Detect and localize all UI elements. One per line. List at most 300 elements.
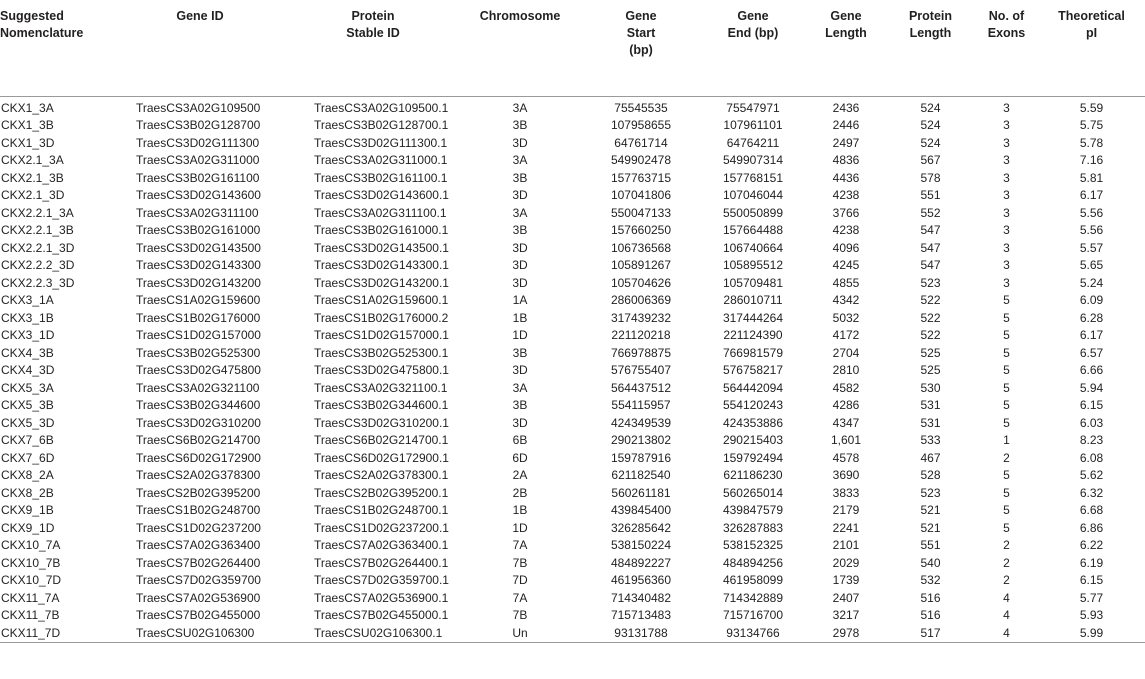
table-row [0, 117, 1145, 135]
cell-chromosome: 3D [512, 240, 528, 255]
cell-exons: 5 [1003, 468, 1010, 482]
cell-protein-id: TraesCS7A02G536900.1 [314, 590, 449, 605]
cell-nomenclature: CKX2.1_3B [1, 170, 64, 185]
cell-protein-length: 547 [920, 240, 941, 255]
cell-gene-length: 2407 [832, 590, 860, 605]
cell-protein-length: 530 [920, 380, 941, 395]
cell-protein-length: 516 [920, 608, 941, 622]
cell-gene-length: 4342 [832, 293, 860, 307]
cell-chromosome: 2B [512, 485, 528, 500]
cell-gene-start: 484892227 [610, 555, 672, 570]
cell-gene-id: TraesCS3D02G143200 [136, 275, 261, 290]
cell-gene-end: 105709481 [722, 275, 784, 290]
cell-exons: 3 [1003, 223, 1010, 237]
cell-gene-length: 2978 [806, 625, 886, 643]
cell-chromosome: 3D [512, 258, 528, 272]
table-row [0, 572, 1145, 590]
cell-gene-end: 576758217 [722, 363, 784, 377]
cell-nomenclature: CKX11_7B [1, 608, 60, 622]
cell-gene-start: 550047133 [610, 205, 672, 220]
cell-gene-end: 157664488 [722, 223, 784, 237]
cell-nomenclature: CKX10_7A [1, 538, 61, 552]
cell-gene-end: 159792494 [722, 450, 784, 465]
cell-nomenclature: CKX7_6B [1, 433, 54, 447]
cell-exons: 2 [1003, 538, 1010, 552]
cell-exons: 2 [1003, 450, 1010, 465]
cell-gene-end: 286010711 [723, 293, 783, 307]
cell-gene-start: 766978875 [610, 345, 672, 360]
cell-chromosome: 6D [512, 450, 528, 465]
cell-chromosome: 3A [512, 100, 528, 115]
cell-exons: 5 [1003, 485, 1010, 500]
cell-gene-end: 221124390 [723, 328, 783, 342]
cell-gene-length: 3766 [832, 205, 860, 220]
table-row [0, 485, 1145, 503]
cell-nomenclature: CKX8_2B [1, 485, 54, 500]
cell-chromosome: 7B [512, 608, 528, 622]
cell-protein-id: TraesCS3B02G161100.1 [314, 170, 448, 185]
cell-gene-length: 2101 [832, 538, 860, 552]
cell-gene-start: 105704626 [610, 275, 672, 290]
cell-nomenclature: CKX9_1B [1, 503, 54, 517]
cell-protein-id: TraesCS3A02G321100.1 [314, 380, 448, 395]
col-header-gene-end: Gene End (bp) [700, 0, 806, 96]
cell-exons: 3 [1003, 258, 1010, 272]
cell-exons: 4 [975, 625, 1038, 643]
cell-protein-id: TraesCS6B02G214700.1 [314, 433, 449, 447]
cell-chromosome: 3B [512, 345, 528, 360]
cell-theoretical-pi: 6.28 [1079, 310, 1104, 325]
cell-gene-id: TraesCS3B02G525300 [136, 345, 261, 360]
cell-theoretical-pi: 5.94 [1079, 380, 1104, 395]
cell-exons: 1 [1003, 433, 1010, 447]
cell-theoretical-pi: 7.16 [1079, 153, 1104, 167]
cell-nomenclature: CKX10_7B [1, 555, 61, 570]
cell-gene-id: TraesCS7D02G359700 [136, 573, 261, 587]
cell-protein-length: 524 [920, 100, 941, 115]
cell-nomenclature: CKX1_3A [1, 100, 54, 115]
cell-gene-length: 3690 [832, 468, 860, 482]
cell-gene-id: TraesCS1A02G159600 [136, 293, 261, 307]
cell-gene-length: 2446 [832, 118, 860, 132]
cell-protein-id: TraesCS3D02G143500.1 [314, 240, 449, 255]
cell-protein-length: 467 [920, 450, 941, 465]
cell-gene-length: 2436 [832, 100, 860, 115]
cell-protein-id: TraesCS3B02G161000.1 [314, 223, 449, 237]
cell-gene-id: TraesCS3D02G143600 [136, 188, 261, 202]
table-row [0, 135, 1145, 153]
cell-protein-length: 533 [920, 433, 941, 447]
cell-protein-id: TraesCS1B02G248700.1 [314, 503, 449, 517]
table-row [0, 327, 1145, 345]
cell-gene-id: TraesCS7A02G363400 [136, 538, 261, 552]
cell-gene-start: 107958655 [610, 118, 672, 132]
table-row [0, 502, 1145, 520]
cell-theoretical-pi: 5.59 [1079, 100, 1104, 115]
cell-exons: 3 [1003, 188, 1010, 202]
cell-protein-id: TraesCS3A02G109500.1 [314, 100, 449, 115]
cell-exons: 3 [1003, 275, 1010, 290]
cell-protein-length: 567 [920, 153, 941, 167]
cell-nomenclature: CKX11_7D [0, 625, 112, 643]
table-row [0, 96, 1145, 117]
cell-gene-end: 107046044 [722, 188, 784, 202]
cell-gene-end: 564442094 [722, 380, 784, 395]
cell-gene-start: 439845400 [610, 503, 672, 517]
cell-exons: 3 [1003, 153, 1010, 167]
cell-chromosome: 1A [512, 293, 528, 307]
cell-chromosome: 3B [512, 398, 528, 412]
cell-gene-start: 560261181 [611, 485, 671, 500]
cell-protein-length: 551 [920, 188, 941, 202]
cell-nomenclature: CKX7_6D [1, 450, 55, 465]
cell-nomenclature: CKX1_3B [1, 118, 54, 132]
cell-gene-start: 715713483 [610, 608, 672, 622]
cell-protein-id: TraesCS3A02G311100.1 [314, 205, 447, 220]
cell-chromosome: 3B [512, 223, 528, 237]
table-body [0, 96, 1145, 643]
table-header [0, 0, 1145, 96]
cell-theoretical-pi: 6.86 [1079, 520, 1104, 535]
cell-gene-end: 554120243 [722, 398, 784, 412]
cell-theoretical-pi: 6.68 [1079, 503, 1104, 517]
cell-gene-start: 714340482 [610, 590, 672, 605]
cell-protein-id: TraesCS3D02G310200.1 [314, 415, 449, 430]
cell-protein-id: TraesCS3D02G475800.1 [314, 363, 449, 377]
cell-protein-length: 578 [920, 170, 941, 185]
cell-chromosome: 6B [512, 433, 528, 447]
cell-theoretical-pi: 5.78 [1079, 135, 1104, 150]
cell-protein-length: 523 [920, 485, 941, 500]
cell-gene-start: 157660250 [610, 223, 672, 237]
table-row [0, 625, 1145, 643]
cell-gene-length: 4245 [832, 258, 860, 272]
cell-gene-start: 424349539 [610, 415, 672, 430]
cell-protein-id: TraesCS2B02G395200.1 [314, 485, 449, 500]
cell-gene-start: 107041806 [610, 188, 672, 202]
cell-exons: 5 [1003, 345, 1010, 360]
cell-gene-end: 64764211 [726, 135, 780, 150]
cell-gene-id: TraesCS3A02G321100 [136, 380, 260, 395]
cell-gene-id: TraesCS3D02G475800 [136, 363, 261, 377]
table-row [0, 187, 1145, 205]
cell-theoretical-pi: 8.23 [1079, 433, 1104, 447]
cell-chromosome: 3A [512, 205, 528, 220]
cell-gene-length: 5032 [832, 310, 860, 325]
cell-protein-length: 521 [920, 503, 941, 517]
cell-chromosome: Un [458, 625, 582, 643]
cell-protein-length: 528 [920, 468, 941, 482]
cell-gene-end: 424353886 [722, 415, 784, 430]
cell-gene-id: TraesCS6D02G172900 [136, 450, 261, 465]
cell-exons: 5 [1003, 328, 1010, 342]
cell-protein-id: TraesCS1A02G159600.1 [314, 293, 449, 307]
cell-nomenclature: CKX1_3D [1, 135, 55, 150]
cell-gene-id: TraesCS7A02G536900 [136, 590, 261, 605]
cell-gene-end: 714342889 [722, 590, 784, 605]
cell-protein-id: TraesCS3D02G143600.1 [314, 188, 449, 202]
cell-chromosome: 3D [512, 188, 528, 202]
col-header-exons: No. of Exons [975, 0, 1038, 96]
col-header-chromosome: Chromosome [458, 0, 582, 96]
cell-gene-id: TraesCS3D02G111300 [136, 135, 260, 150]
cell-theoretical-pi: 5.99 [1038, 625, 1145, 643]
cell-gene-id: TraesCS6B02G214700 [136, 433, 261, 447]
table-row [0, 205, 1145, 223]
cell-gene-id: TraesCS1D02G237200 [136, 520, 261, 535]
cell-protein-id: TraesCS1D02G237200.1 [314, 520, 449, 535]
cell-chromosome: 3A [512, 380, 528, 395]
cell-gene-id: TraesCS7B02G264400 [136, 555, 261, 570]
cell-gene-length: 2497 [832, 135, 860, 150]
cell-gene-start: 105891267 [610, 258, 672, 272]
cell-nomenclature: CKX4_3D [1, 363, 55, 377]
cell-gene-id: TraesCS1B02G248700 [136, 503, 261, 517]
cell-protein-id: TraesCS3D02G111300.1 [314, 135, 448, 150]
cell-gene-length: 1,601 [830, 433, 862, 447]
cell-theoretical-pi: 6.19 [1079, 555, 1104, 570]
cell-gene-id: TraesCS3B02G344600 [136, 398, 261, 412]
cell-protein-id: TraesCS7D02G359700.1 [314, 573, 449, 587]
cell-nomenclature: CKX5_3B [1, 398, 54, 412]
cell-gene-length: 4172 [832, 328, 860, 342]
table-row [0, 415, 1145, 433]
cell-nomenclature: CKX2.2.1_3B [1, 223, 74, 237]
cell-exons: 3 [1003, 118, 1010, 132]
cell-exons: 2 [1003, 573, 1010, 587]
cell-gene-end: 484894256 [722, 555, 784, 570]
col-header-gene-id: Gene ID [112, 0, 288, 96]
table-row [0, 222, 1145, 240]
cell-gene-length: 4836 [832, 153, 860, 167]
cell-gene-id: TraesCS3A02G311100 [136, 205, 259, 220]
cell-protein-length: 551 [920, 538, 941, 552]
cell-gene-id: TraesCS7B02G455000 [136, 608, 261, 622]
cell-theoretical-pi: 6.15 [1079, 398, 1104, 412]
cell-exons: 5 [1003, 503, 1010, 517]
cell-gene-id: TraesCS3B02G161000 [136, 223, 261, 237]
cell-chromosome: 7B [512, 555, 528, 570]
table-row [0, 432, 1145, 450]
cell-nomenclature: CKX11_7A [1, 590, 60, 605]
cell-gene-end: 157768151 [722, 170, 784, 185]
table-row [0, 537, 1145, 555]
cell-chromosome: 3D [512, 135, 528, 150]
cell-gene-id: TraesCS3B02G128700 [136, 118, 261, 132]
cell-gene-end: 560265014 [722, 485, 784, 500]
cell-protein-length: 524 [920, 135, 941, 150]
cell-protein-length: 532 [920, 573, 941, 587]
cell-theoretical-pi: 6.09 [1079, 293, 1104, 307]
cell-chromosome: 1B [512, 310, 528, 325]
cell-gene-start: 64761714 [614, 135, 668, 150]
cell-exons: 5 [1003, 310, 1010, 325]
cell-gene-start: 106736568 [610, 240, 672, 255]
cell-exons: 4 [1003, 590, 1010, 605]
cell-exons: 5 [1003, 363, 1010, 377]
cell-gene-id: TraesCS2B02G395200 [136, 485, 261, 500]
cell-gene-length: 2704 [832, 345, 860, 360]
cell-exons: 3 [1003, 135, 1010, 150]
cell-chromosome: 1D [512, 520, 528, 535]
cell-gene-id: TraesCS3B02G161100 [136, 170, 260, 185]
cell-gene-start: 286006369 [610, 293, 672, 307]
cell-theoretical-pi: 5.81 [1079, 170, 1104, 185]
cell-gene-length: 2179 [832, 503, 860, 517]
cell-gene-end: 538152325 [722, 538, 784, 552]
cell-gene-id: TraesCS1D02G157000 [136, 328, 261, 342]
cell-protein-length: 522 [920, 310, 941, 325]
col-header-theoretical-pi: Theoretical pI [1038, 0, 1145, 96]
cell-chromosome: 3D [512, 363, 528, 377]
cell-protein-id: TraesCS3D02G143300.1 [314, 258, 449, 272]
cell-gene-length: 2029 [832, 555, 860, 570]
cell-gene-length: 4855 [832, 275, 860, 290]
cell-nomenclature: CKX3_1A [1, 293, 54, 307]
cell-gene-end: 550050899 [722, 205, 784, 220]
cell-gene-length: 3217 [832, 608, 860, 622]
cell-theoretical-pi: 5.24 [1079, 275, 1104, 290]
cell-gene-id: TraesCS3D02G310200 [136, 415, 261, 430]
cell-protein-length: 531 [920, 398, 941, 412]
col-header-gene-start: Gene Start (bp) [582, 0, 700, 96]
cell-gene-start: 549902478 [610, 153, 672, 167]
cell-nomenclature: CKX2.2.1_3D [1, 240, 75, 255]
cell-gene-end: 326287883 [722, 520, 784, 535]
cell-protein-length: 524 [920, 118, 941, 132]
cell-gene-start: 157763715 [610, 170, 672, 185]
cell-gene-end: 461958099 [722, 573, 784, 587]
table-row [0, 397, 1145, 415]
cell-theoretical-pi: 6.17 [1079, 328, 1104, 342]
cell-protein-id: TraesCS6D02G172900.1 [314, 450, 449, 465]
cell-gene-end: 75547971 [726, 100, 780, 115]
table-row [0, 257, 1145, 275]
cell-protein-length: 531 [920, 415, 941, 430]
cell-chromosome: 3B [512, 170, 528, 185]
cell-exons: 2 [1003, 555, 1010, 570]
cell-gene-id: TraesCS3A02G109500 [136, 100, 261, 115]
cell-gene-length: 1739 [832, 573, 860, 587]
cell-protein-id: TraesCS3D02G143200.1 [314, 275, 449, 290]
cell-protein-length: 547 [920, 258, 941, 272]
cell-gene-start: 564437512 [610, 380, 672, 395]
cell-protein-length: 547 [920, 223, 941, 237]
cell-gene-start: 290213802 [610, 433, 672, 447]
cell-protein-id: TraesCS3A02G311000.1 [314, 153, 448, 167]
cell-exons: 3 [1003, 170, 1010, 185]
cell-gene-length: 4578 [832, 450, 860, 465]
cell-gene-end: 715716700 [722, 608, 784, 622]
cell-gene-id: TraesCS2A02G378300 [136, 468, 261, 482]
cell-protein-id: TraesCS3B02G525300.1 [314, 345, 449, 360]
cell-theoretical-pi: 5.93 [1079, 608, 1104, 622]
cell-gene-end: 439847579 [722, 503, 784, 517]
cell-nomenclature: CKX5_3D [1, 415, 55, 430]
cell-chromosome: 3D [512, 275, 528, 290]
cell-exons: 3 [1003, 100, 1010, 115]
cell-protein-length: 523 [920, 275, 941, 290]
table-row [0, 292, 1145, 310]
cell-gene-start: 576755407 [610, 363, 672, 377]
col-header-nomenclature: Suggested Nomenclature [0, 0, 112, 96]
cell-gene-length: 4238 [832, 188, 860, 202]
col-header-protein-id: Protein Stable ID [288, 0, 458, 96]
cell-theoretical-pi: 6.32 [1079, 485, 1104, 500]
cell-protein-id: TraesCS3B02G128700.1 [314, 118, 449, 132]
cell-theoretical-pi: 6.17 [1079, 188, 1104, 202]
cell-exons: 5 [1003, 293, 1010, 307]
cell-gene-length: 4582 [832, 380, 860, 395]
cell-theoretical-pi: 5.57 [1079, 240, 1104, 255]
cell-theoretical-pi: 5.65 [1079, 258, 1104, 272]
cell-protein-id: TraesCS7A02G363400.1 [314, 538, 449, 552]
cell-gene-end: 621186230 [723, 468, 783, 482]
cell-nomenclature: CKX3_1B [1, 310, 54, 325]
cell-protein-length: 517 [886, 625, 975, 643]
cell-chromosome: 3A [512, 153, 528, 167]
cell-protein-length: 522 [920, 293, 941, 307]
cell-protein-id: TraesCS7B02G264400.1 [314, 555, 449, 570]
cell-gene-end: 105895512 [722, 258, 784, 272]
cell-chromosome: 7A [512, 538, 528, 552]
table-row [0, 520, 1145, 538]
cell-nomenclature: CKX2.2.3_3D [1, 275, 75, 290]
table-row [0, 310, 1145, 328]
cell-gene-length: 3833 [832, 485, 860, 500]
cell-theoretical-pi: 6.57 [1079, 345, 1104, 360]
cell-gene-start: 326285642 [610, 520, 672, 535]
cell-exons: 4 [1003, 608, 1010, 622]
cell-theoretical-pi: 6.08 [1079, 450, 1104, 465]
cell-protein-id: TraesCS1B02G176000.2 [314, 310, 449, 325]
cell-gene-start: 93131788 [582, 625, 700, 643]
cell-gene-length: 2810 [832, 363, 860, 377]
cell-protein-length: 540 [920, 555, 941, 570]
cell-gene-id: TraesCS3A02G311000 [136, 153, 260, 167]
cell-gene-end: 93134766 [700, 625, 806, 643]
cell-gene-start: 317439232 [610, 310, 672, 325]
cell-gene-start: 554115957 [611, 398, 671, 412]
cell-exons: 5 [1003, 520, 1010, 535]
cell-exons: 5 [1003, 398, 1010, 412]
table-row [0, 362, 1145, 380]
cell-gene-length: 4436 [832, 170, 860, 185]
cell-gene-id: TraesCS3D02G143300 [136, 258, 261, 272]
table-row [0, 555, 1145, 573]
cell-theoretical-pi: 5.62 [1079, 468, 1104, 482]
cell-gene-length: 4096 [832, 240, 860, 255]
cell-protein-id: TraesCS1D02G157000.1 [314, 328, 449, 342]
cell-nomenclature: CKX10_7D [1, 573, 62, 587]
cell-protein-id: TraesCS7B02G455000.1 [314, 608, 449, 622]
cell-theoretical-pi: 5.56 [1079, 223, 1104, 237]
cell-gene-length: 4347 [832, 415, 860, 430]
cell-gene-start: 159787916 [610, 450, 672, 465]
cell-gene-end: 106740664 [722, 240, 784, 255]
cell-gene-end: 766981579 [722, 345, 784, 360]
cell-protein-length: 521 [920, 520, 941, 535]
cell-theoretical-pi: 5.56 [1079, 205, 1104, 220]
cell-gene-start: 538150224 [610, 538, 672, 552]
cell-nomenclature: CKX4_3B [1, 345, 54, 360]
table-row [0, 450, 1145, 468]
cell-chromosome: 2A [512, 468, 528, 482]
cell-nomenclature: CKX3_1D [1, 328, 55, 342]
cell-gene-start: 75545535 [614, 100, 668, 115]
cell-theoretical-pi: 5.75 [1079, 118, 1104, 132]
table-row [0, 152, 1145, 170]
